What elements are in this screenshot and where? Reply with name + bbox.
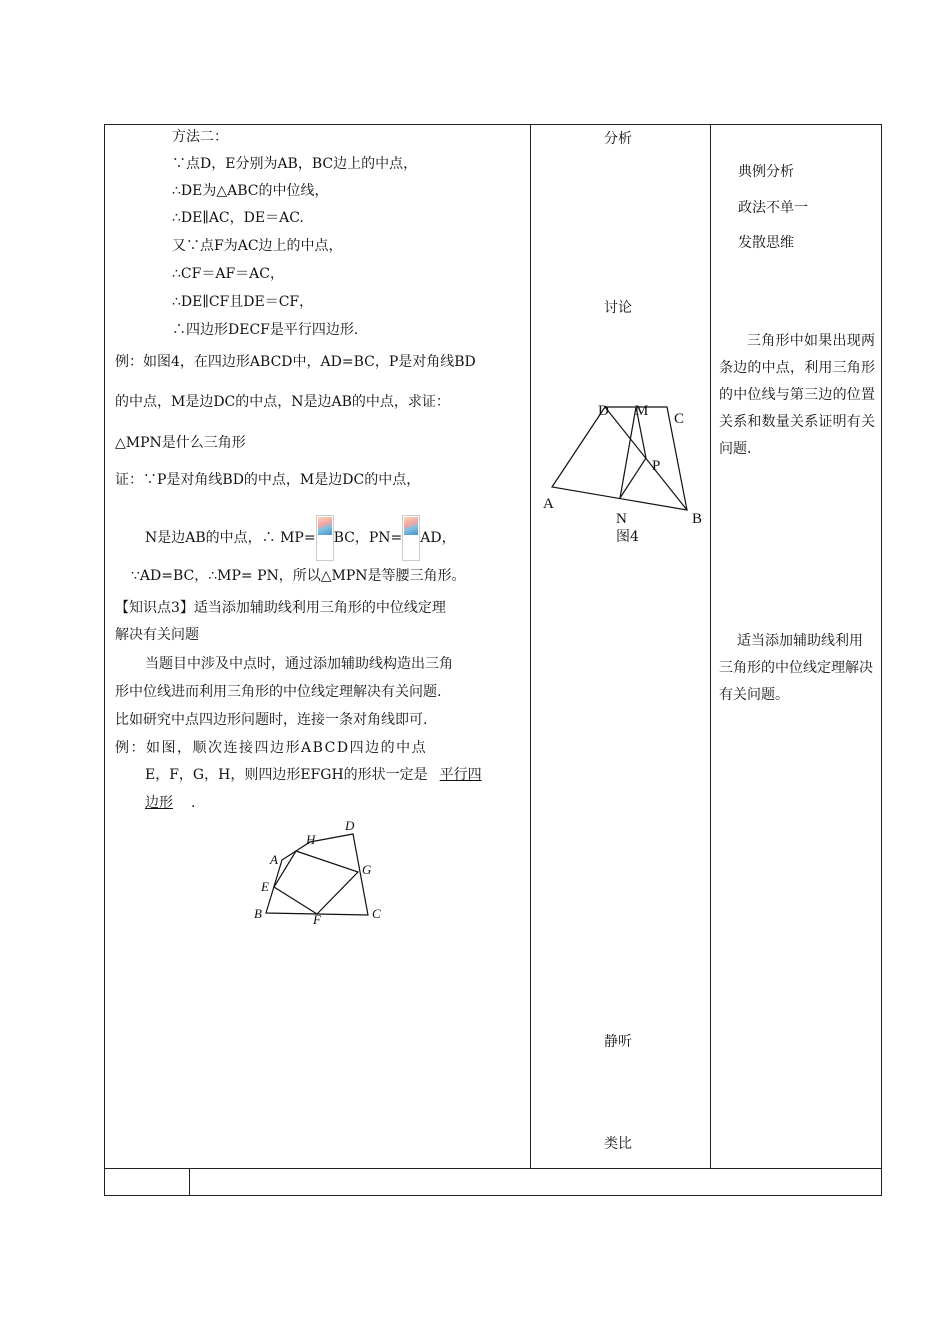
example1-line-1: 例：如图4，在四边形ABCD中，AD=BC，P是对角线BD xyxy=(115,354,476,370)
column-divider-1 xyxy=(530,124,531,1169)
knowledge3-title-2: 解决有关问题 xyxy=(115,627,199,643)
proof-line-3: ∵AD=BC，∴MP= PN，所以△MPN是等腰三角形。 xyxy=(131,568,466,584)
method2-line-3: ∴DE∥AC，DE＝AC. xyxy=(172,210,304,226)
method2-line-1: ∵点D，E分别为AB，BC边上的中点， xyxy=(172,156,418,172)
method2-heading: 方法二： xyxy=(172,129,228,145)
efgh-label-d: D xyxy=(345,818,355,833)
knowledge3-para-2: 形中位线进而利用三角形的中位线定理解决有关问题. xyxy=(115,684,442,700)
row-divider xyxy=(104,1168,882,1169)
example2-line-2 xyxy=(145,765,482,785)
intent-item-3: 发散思维 xyxy=(738,235,794,251)
fig4-label-b: B xyxy=(692,511,703,527)
fig4-label-a: A xyxy=(543,496,554,512)
proof-line-2 xyxy=(145,515,456,561)
segment-mn xyxy=(620,407,636,498)
fig4-label-d: D xyxy=(598,403,609,419)
example2-line-3 xyxy=(145,793,195,813)
efgh-label-a: A xyxy=(270,852,278,867)
intent-item-1: 典例分析 xyxy=(738,164,794,180)
efgh-label-h: H xyxy=(306,832,316,847)
example1-line-2: 的中点，M是边DC的中点，N是边AB的中点，求证： xyxy=(115,394,450,410)
method2-line-6: ∴DE∥CF且DE＝CF， xyxy=(172,294,314,310)
intent-item-2: 政法不单一 xyxy=(738,200,808,216)
example2-answer-a: 平行四 xyxy=(439,767,482,783)
activity-analogy: 类比 xyxy=(604,1136,632,1152)
activity-listen: 静听 xyxy=(604,1034,632,1050)
intent-note-2: 适当添加辅助线利用三角形的中位线定理解决有关问题。 xyxy=(719,633,873,703)
activity-analysis: 分析 xyxy=(604,131,632,147)
fig4-label-c: C xyxy=(674,411,685,427)
efgh-label-g: G xyxy=(362,862,372,877)
figure-4 xyxy=(540,395,710,525)
method2-line-2: ∴DE为△ABC的中位线， xyxy=(172,183,329,199)
broken-image-icon xyxy=(318,517,332,535)
knowledge3-para-1: 当题目中涉及中点时，通过添加辅助线构造出三角 xyxy=(145,656,453,672)
proof-line-2b: BC，PN= xyxy=(333,530,403,546)
fraction-image-placeholder xyxy=(316,515,334,561)
efgh-label-e: E xyxy=(261,879,269,894)
efgh-label-c: C xyxy=(372,906,381,921)
knowledge3-title-1: 【知识点3】适当添加辅助线利用三角形的中位线定理 xyxy=(115,600,446,616)
knowledge3-para-3: 比如研究中点四边形问题时，连接一条对角线即可. xyxy=(115,712,428,728)
intent-note-1: 三角形中如果出现两条边的中点，利用三角形的中位线与第三边的位置关系和数量关系证明有关问题. xyxy=(719,333,875,457)
figure4-caption: 图4 xyxy=(616,529,639,545)
efgh-label-b: B xyxy=(254,906,262,921)
fig4-label-n: N xyxy=(616,511,627,527)
fig4-label-m: M xyxy=(635,403,649,419)
proof-line-2a: N是边AB的中点，∴ MP= xyxy=(145,530,316,546)
proof-line-2c: AD， xyxy=(420,530,456,546)
fig4-label-p: P xyxy=(652,458,661,474)
example2-prefix: E，F，G，H，则四边形EFGH的形状一定是 xyxy=(145,767,428,783)
example1-line-3: △MPN是什么三角形 xyxy=(115,435,246,451)
efgh-label-f: F xyxy=(313,912,321,927)
example2-answer-b: 边形 xyxy=(145,795,173,811)
method2-line-7: ∴四边形DECF是平行四边形. xyxy=(172,322,359,338)
column-divider-2 xyxy=(710,124,711,1169)
activity-discussion: 讨论 xyxy=(604,300,632,316)
method2-line-5: ∴CF＝AF＝AC， xyxy=(172,266,284,282)
quadrilateral-abcd xyxy=(552,407,687,510)
quadrilateral-efgh xyxy=(274,851,358,914)
method2-line-4: 又∵点F为AC边上的中点， xyxy=(172,238,343,254)
example2-line-1: 例：如图，顺次连接四边形ABCD四边的中点 xyxy=(115,740,428,756)
proof-line-1: 证：∵P是对角线BD的中点，M是边DC的中点， xyxy=(115,472,421,488)
fraction-image-placeholder xyxy=(402,515,420,561)
footer-cell-divider xyxy=(189,1168,190,1196)
broken-image-icon xyxy=(404,517,418,535)
example2-suffix: . xyxy=(191,795,196,811)
